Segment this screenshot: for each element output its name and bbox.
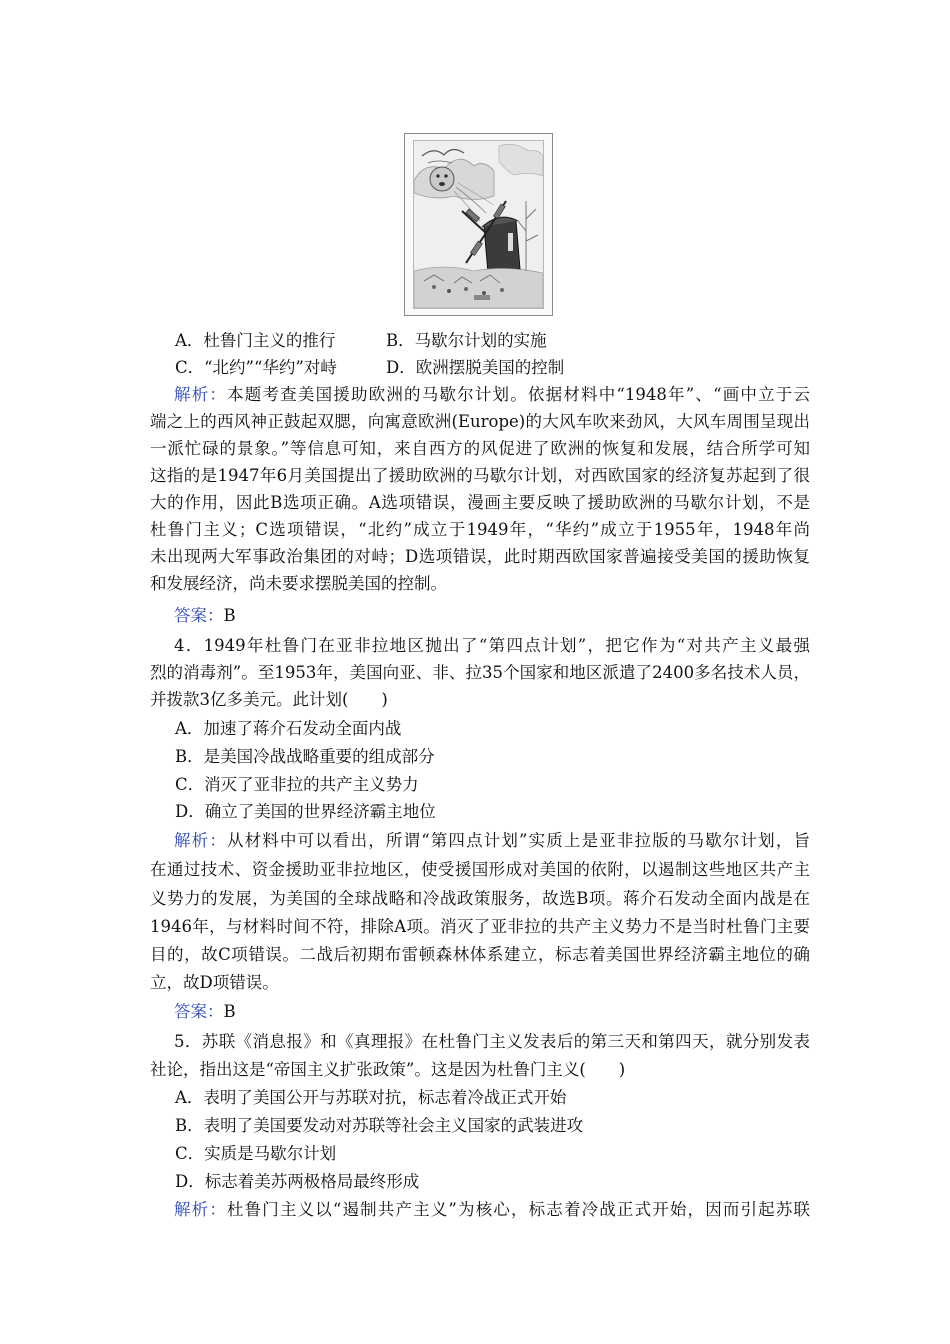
q5-stem-line: 社论，指出这是“帝国主义扩张政策”。这是因为杜鲁门主义( ) [150, 1060, 626, 1079]
q4-option-c: C．消灭了亚非拉的共产主义势力 [175, 775, 419, 794]
q4-option-a: A．加速了蒋介石发动全面内战 [175, 719, 402, 738]
q4-analysis-line: 目的，故C项错误。二战后初期布雷顿森林体系建立，标志着美国世界经济霸主地位的确 [150, 945, 810, 964]
answer-label: 答案： [174, 1002, 224, 1021]
q3-answer [174, 604, 236, 628]
q5-option-d: D．标志着美苏两极格局最终形成 [175, 1172, 420, 1191]
windmill-cartoon-image [413, 140, 544, 309]
answer-value: B [223, 606, 236, 625]
q5-analysis-line: 解析：杜鲁门主义以“遏制共产主义”为核心，标志着冷战正式开始，因而引起苏联 [174, 1200, 810, 1219]
q3-option-d: D．欧洲摆脱美国的控制 [386, 358, 565, 377]
q5-option-a: A．表明了美国公开与苏联对抗，标志着冷战正式开始 [175, 1088, 567, 1107]
q4-analysis-line: 立，故D项错误。 [150, 973, 279, 992]
q4-analysis-line: 1946年，与材料时间不符，排除A项。消灭了亚非拉的共产主义势力不是当时杜鲁门主要 [150, 917, 810, 936]
q4-option-b: B．是美国冷战战略重要的组成部分 [175, 747, 435, 766]
q3-analysis-line: 这指的是1947年6月美国提出了援助欧洲的马歇尔计划，对西欧国家的经济复苏起到了很 [150, 466, 810, 485]
q3-analysis-line: 端之上的西风神正鼓起双腮，向寓意欧洲(Europe)的大风车吹来劲风，大风车周围呈现出 [150, 412, 810, 431]
analysis-label: 解析： [174, 831, 227, 850]
q4-option-d: D．确立了美国的世界经济霸主地位 [175, 802, 436, 821]
answer-label: 答案： [174, 606, 224, 625]
q4-stem-line: 4．1949年杜鲁门在亚非拉地区抛出了“第四点计划”，把它作为“对共产主义最强 [174, 636, 810, 655]
analysis-label: 解析： [174, 1200, 227, 1219]
q5-stem-line: 5．苏联《消息报》和《真理报》在杜鲁门主义发表后的第三天和第四天，就分别发表 [174, 1032, 810, 1051]
cartoon-figure [404, 133, 553, 316]
q3-analysis-line: 杜鲁门主义；C选项错误，“北约”成立于1949年，“华约”成立于1955年，1948年尚 [150, 520, 810, 539]
q3-option-b: B．马歇尔计划的实施 [386, 331, 547, 350]
q4-stem-line: 并拨款3亿多美元。此计划( ) [150, 690, 388, 709]
q3-analysis-line: 一派忙碌的景象。”等信息可知，来自西方的风促进了欧洲的恢复和发展，结合所学可知 [150, 439, 810, 458]
q3-analysis-line: 未出现两大军事政治集团的对峙；D选项错误，此时期西欧国家普遍接受美国的援助恢复 [150, 547, 810, 566]
q3-analysis-line: 解析：本题考查美国援助欧洲的马歇尔计划。依据材料中“1948年”、“画中立于云 [174, 385, 810, 404]
q4-stem-line: 烈的消毒剂”。至1953年，美国向亚、非、拉35个国家和地区派遣了2400多名技术人员， [150, 663, 810, 682]
q3-option-c: C．“北约”“华约”对峙 [175, 358, 337, 377]
analysis-label: 解析： [174, 385, 228, 404]
q4-analysis-line: 在通过技术、资金援助亚非拉地区，使受援国形成对美国的依附，以遏制这些地区共产主 [150, 860, 810, 879]
windmill-cartoon-drawing [414, 141, 543, 308]
q4-analysis-line: 义势力的发展，为美国的全球战略和冷战政策服务，故选B项。蒋介石发动全面内战是在 [150, 889, 810, 908]
q5-option-b: B．表明了美国要发动对苏联等社会主义国家的武装进攻 [175, 1116, 584, 1135]
q4-analysis-line: 解析：从材料中可以看出，所谓“第四点计划”实质上是亚非拉版的马歇尔计划，旨 [174, 831, 810, 850]
answer-value: B [223, 1002, 236, 1021]
q4-answer [174, 1000, 236, 1024]
q3-option-a: A．杜鲁门主义的推行 [175, 331, 336, 350]
q5-option-c: C．实质是马歇尔计划 [175, 1144, 337, 1163]
q3-analysis-line: 和发展经济，尚未要求摆脱美国的控制。 [150, 574, 447, 593]
q3-analysis-line: 大的作用，因此B选项正确。A选项错误，漫画主要反映了援助欧洲的马歇尔计划，不是 [150, 493, 810, 512]
